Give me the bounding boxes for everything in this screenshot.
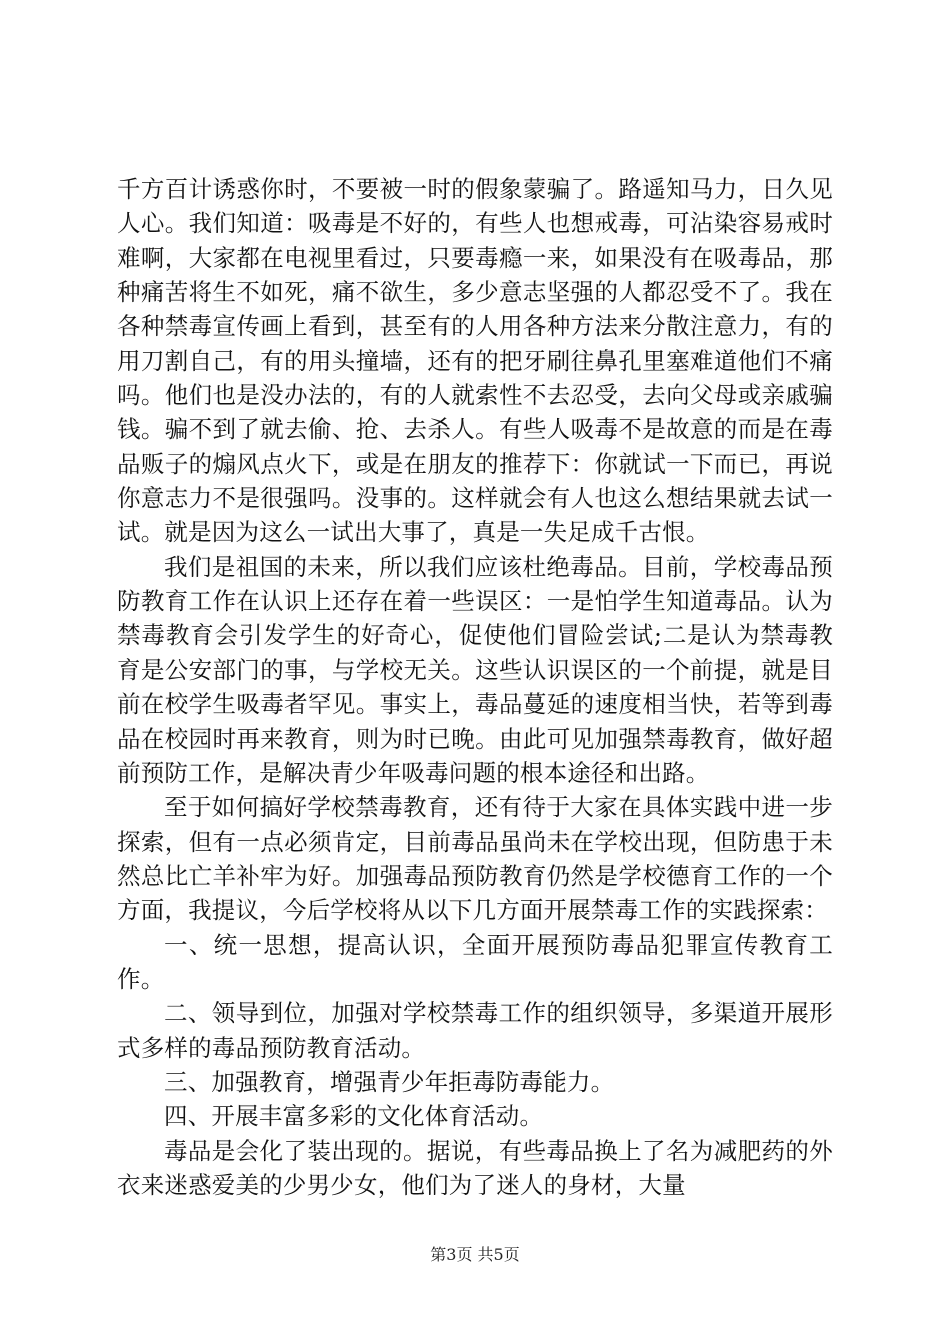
paragraph: 至于如何搞好学校禁毒教育，还有待于大家在具体实践中进一步探索，但有一点必须肯定，目前毒品虽尚未在学校出现，但防患于未然总比亡羊补牢为好。加强毒品预防教育仍然是学校德育工作的一个方面，我提议，今后学校将从以下几方面开展禁毒工作的实践探索： (117, 793, 833, 925)
list-item-paragraph: 二、领导到位，加强对学校禁毒工作的组织领导，多渠道开展形式多样的毒品预防教育活动。 (117, 999, 833, 1062)
body-text (117, 172, 833, 1202)
list-item-paragraph: 四、开展丰富多彩的文化体育活动。 (164, 1102, 544, 1131)
page-number-footer: 第3页 共5页 (430, 1245, 520, 1264)
paragraph: 我们是祖国的未来，所以我们应该杜绝毒品。目前，学校毒品预防教育工作在认识上还存在着一些误区：一是怕学生知道毒品。认为禁毒教育会引发学生的好奇心，促使他们冒险尝试;二是认为禁毒教育是公安部门的事，与学校无关。这些认识误区的一个前提，就是目前在校学生吸毒者罕见。事实上，毒品蔓延的速度相当快，若等到毒品在校园时再来教育，则为时已晚。由此可见加强禁毒教育，做好超前预防工作，是解决青少年吸毒问题的根本途径和出路。 (117, 552, 833, 787)
list-item-paragraph: 一、统一思想，提高认识，全面开展预防毒品犯罪宣传教育工作。 (117, 930, 833, 993)
paragraph: 千方百计诱惑你时，不要被一时的假象蒙骗了。路遥知马力，日久见人心。我们知道：吸毒是不好的，有些人也想戒毒，可沾染容易戒时难啊，大家都在电视里看过，只要毒瘾一来，如果没有在吸毒品，那种痛苦将生不如死，痛不欲生，多少意志坚强的人都忍受不了。我在各种禁毒宣传画上看到，甚至有的人用各种方法来分散注意力，有的用刀割自己，有的用头撞墙，还有的把牙刷往鼻孔里塞难道他们不痛吗。他们也是没办法的，有的人就索性不去忍受，去向父母或亲戚骗钱。骗不到了就去偷、抢、去杀人。有些人吸毒不是故意的而是在毒品贩子的煽风点火下，或是在朋友的推荐下：你就试一下而已，再说你意志力不是很强吗。没事的。这样就会有人也这么想结果就去试一试。就是因为这么一试出大事了，真是一失足成千古恨。 (117, 175, 833, 547)
list-item-paragraph: 三、加强教育，增强青少年拒毒防毒能力。 (164, 1067, 615, 1096)
paragraph: 毒品是会化了装出现的。据说，有些毒品换上了名为减肥药的外衣来迷惑爱美的少男少女，他们为了迷人的身材，大量 (117, 1136, 833, 1199)
